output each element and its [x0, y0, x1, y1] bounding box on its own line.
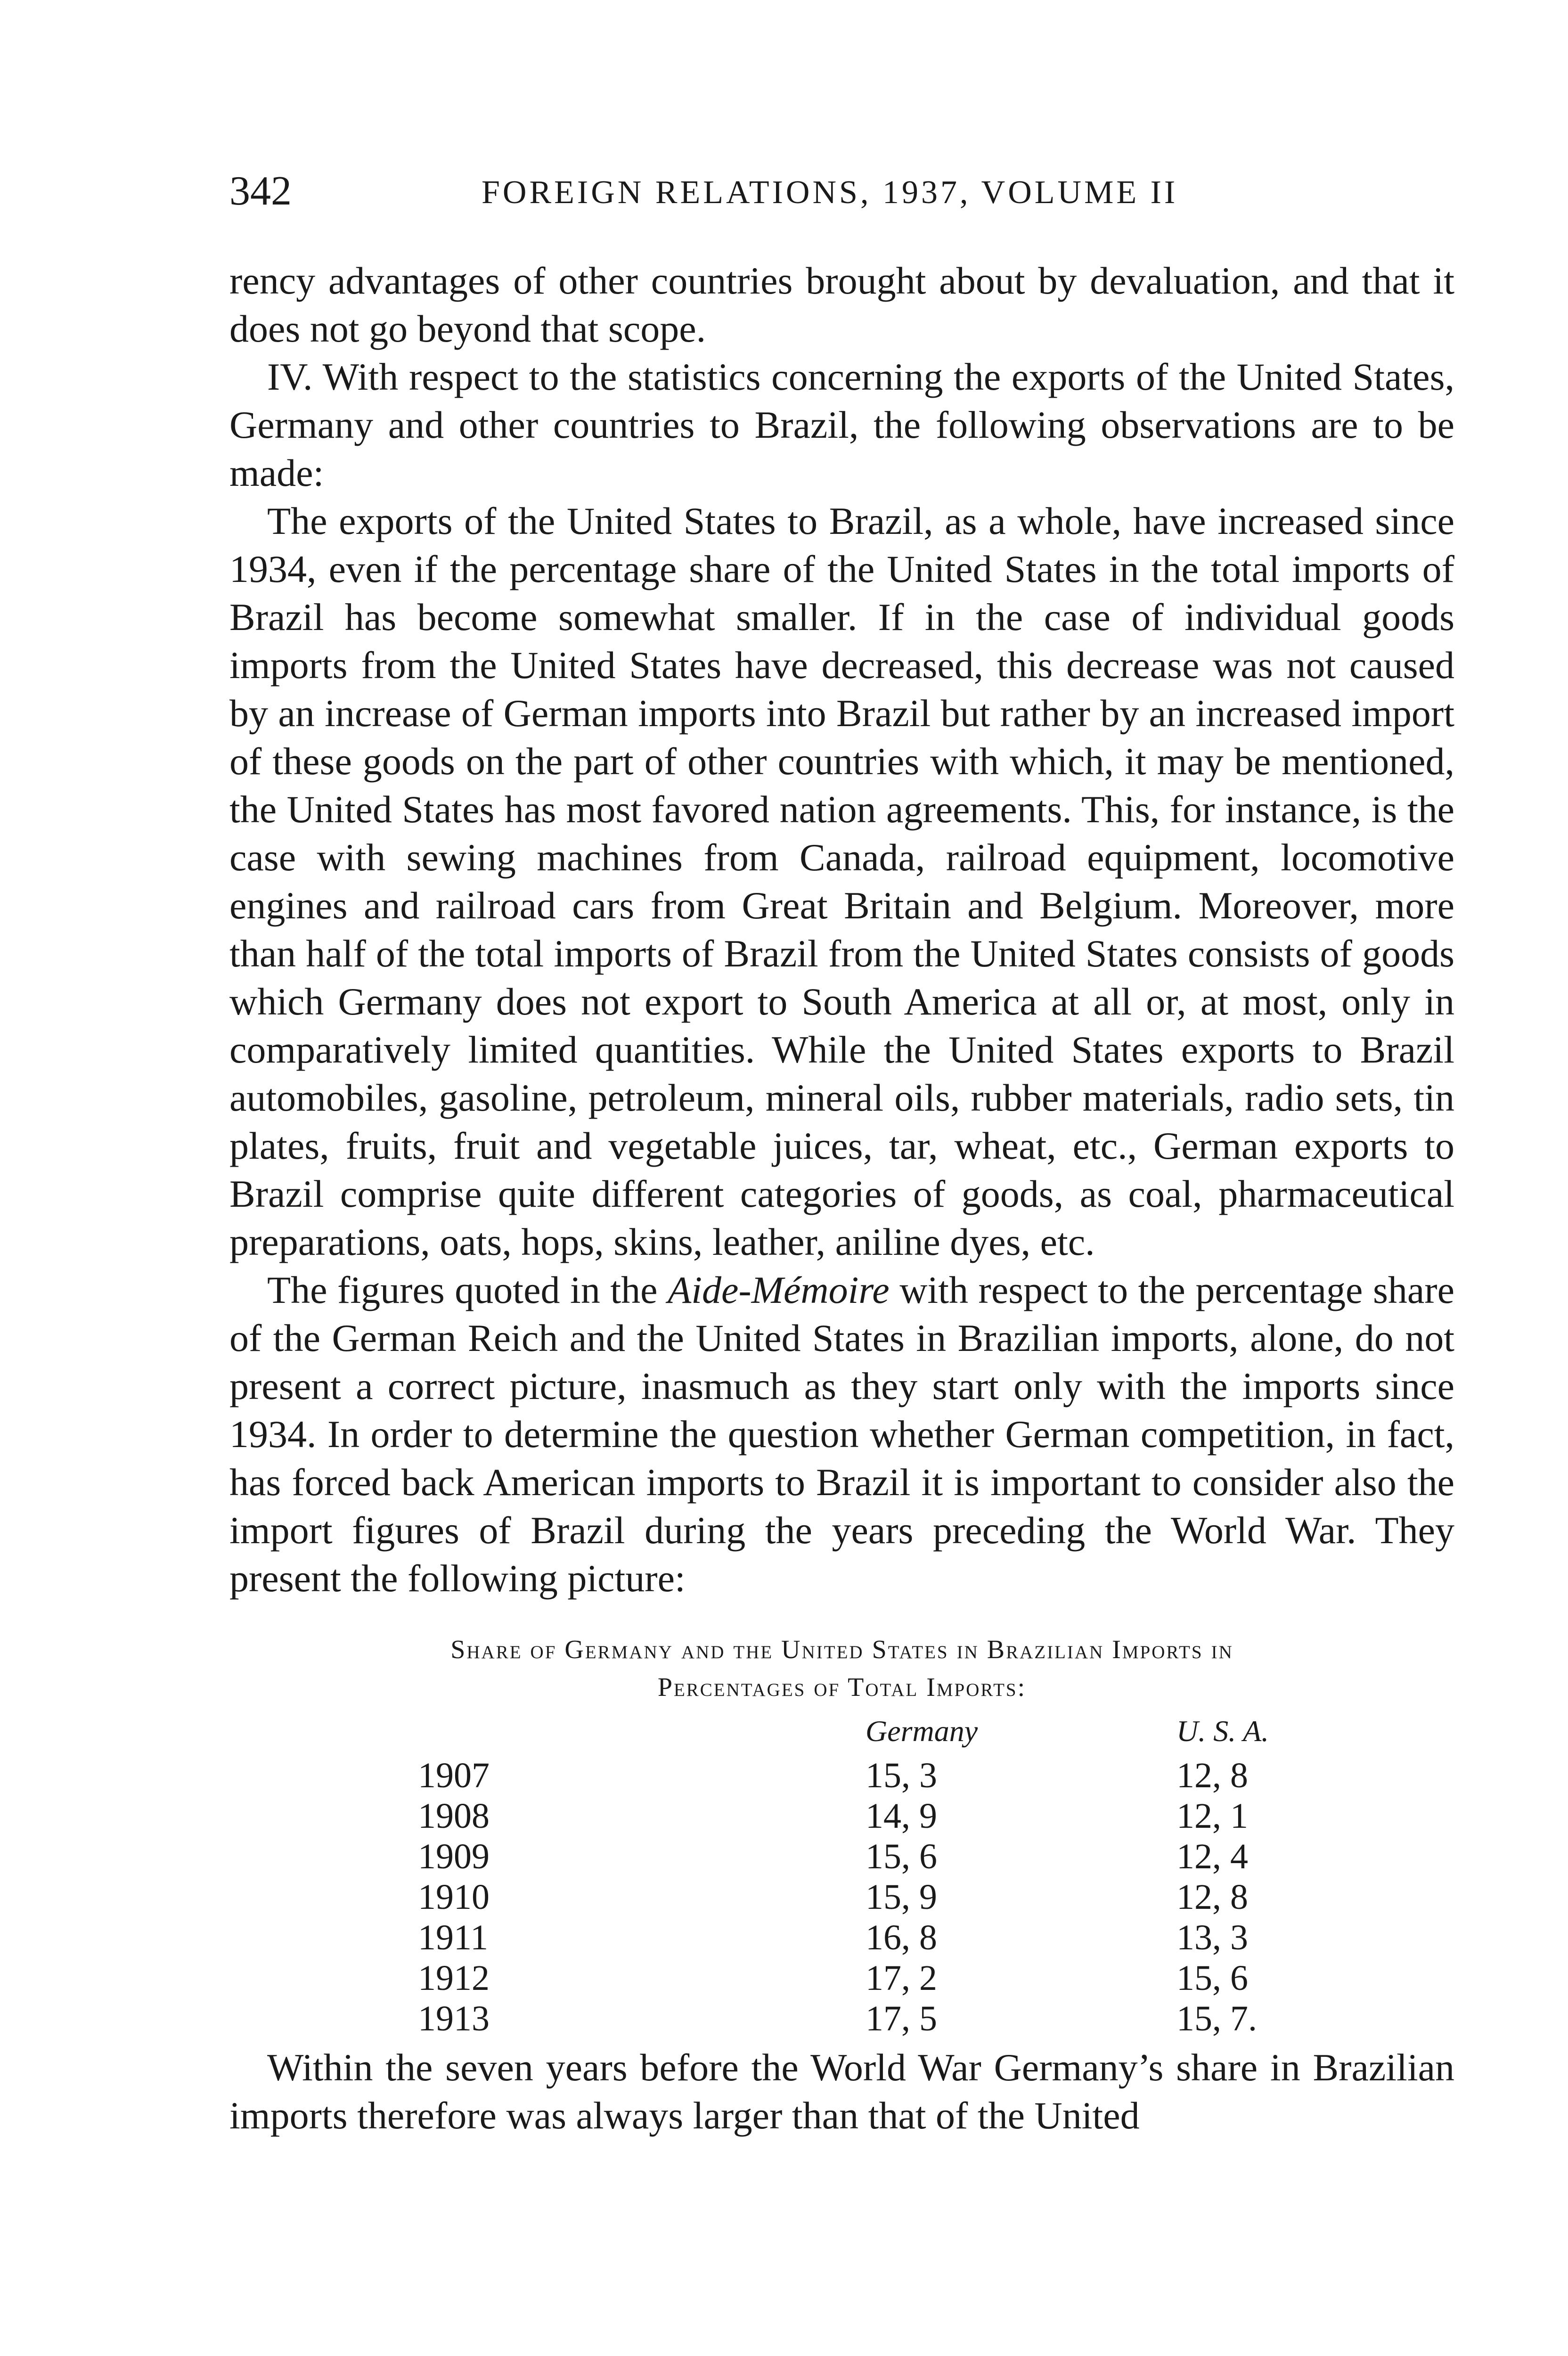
column-header-germany: Germany — [866, 1714, 978, 1748]
running-title: FOREIGN RELATIONS, 1937, VOLUME II — [482, 174, 1178, 211]
paragraph-conclusion: Within the seven years before the World War Germany’s share in Brazilian imports therefore was always larger than that of the United — [229, 2046, 1454, 2137]
table-row — [229, 1755, 1454, 1796]
aide-memoire-title: Aide-Mémoire — [668, 1268, 890, 1311]
page-body — [229, 257, 1454, 2140]
year-cell: 1913 — [418, 1999, 490, 2038]
year-cell: 1909 — [418, 1837, 490, 1876]
table-row — [229, 1796, 1454, 1836]
germany-share-cell: 15, 9 — [866, 1877, 937, 1917]
year-cell: 1911 — [418, 1918, 489, 1957]
column-header-usa: U. S. A. — [1176, 1714, 1269, 1748]
table-row — [229, 1877, 1454, 1917]
table-caption-line-2: Percentages of Total Imports: — [657, 1673, 1027, 1702]
germany-share-cell: 16, 8 — [866, 1918, 937, 1957]
germany-share-cell: 14, 9 — [866, 1796, 937, 1836]
page-header — [229, 167, 1454, 224]
usa-share-cell: 13, 3 — [1176, 1918, 1248, 1957]
table-caption-line-1: Share of Germany and the United States in Brazilian Imports in — [450, 1635, 1233, 1664]
germany-share-cell: 17, 5 — [866, 1999, 937, 2038]
page-number: 342 — [229, 168, 292, 214]
usa-share-cell: 12, 8 — [1176, 1756, 1248, 1795]
year-cell: 1912 — [418, 1958, 490, 1998]
usa-share-cell: 12, 4 — [1176, 1837, 1248, 1876]
import-share-table — [229, 1714, 1454, 2038]
germany-share-cell: 17, 2 — [866, 1958, 937, 1998]
aide-memoire-text-after: with respect to the percentage share of the German Reich and the United States in Brazilian imports, alone, do not present a correct picture, inasmuch as they start only with the imports since 1934. In order to determine the question whether German competition, in fact, has forced back American imports to Brazil it is important to consider also the import figures of Brazil during the years preceding the World War. They present the following picture: — [229, 1268, 1454, 1600]
aide-memoire-text-before: The figures quoted in the — [267, 1268, 668, 1311]
paragraph-exports-analysis: The exports of the United States to Brazil, as a whole, have increased since 1934, even if the percentage share of the United States in the total imports of Brazil has become somewhat smaller. If in the case of individual goods imports from the United States have decreased, this decrease was not caused by an increase of German imports into Brazil but rather by an increased import of these goods on the part of other countries with which, it may be mentioned, the United States has most favored nation agreements. This, for instance, is the case with sewing machines from Canada, railroad equipment, locomotive engines and railroad cars from Great Britain and Belgium. Moreover, more than half of the total imports of Brazil from the United States consists of goods which Germany does not export to South America at all or, at most, only in comparatively limited quantities. While the United States exports to Brazil automobiles, gasoline, petroleum, mineral oils, rubber materials, radio sets, tin plates, fruits, fruit and vegetable juices, tar, wheat, etc., German exports to Brazil comprise quite different categories of goods, as coal, pharmaceutical preparations, oats, hops, skins, leather, aniline dyes, etc. — [229, 499, 1454, 1263]
year-cell: 1907 — [418, 1756, 490, 1795]
table-caption — [229, 1631, 1454, 1706]
table-row — [229, 1958, 1454, 1998]
paragraph-continuation: rency advantages of other countries brought about by devaluation, and that it does not go beyond that scope. — [229, 259, 1454, 350]
table-row — [229, 1836, 1454, 1877]
usa-share-cell: 12, 1 — [1176, 1796, 1248, 1836]
usa-share-cell: 15, 7. — [1176, 1999, 1257, 2038]
germany-share-cell: 15, 6 — [866, 1837, 937, 1876]
usa-share-cell: 15, 6 — [1176, 1958, 1248, 1998]
paragraph-statistics-intro: IV. With respect to the statistics concerning the exports of the United States, Germany and other countries to Brazil, the following observations are to be made: — [229, 355, 1454, 494]
year-cell: 1910 — [418, 1877, 490, 1917]
year-cell: 1908 — [418, 1796, 490, 1836]
usa-share-cell: 12, 8 — [1176, 1877, 1248, 1917]
germany-share-cell: 15, 3 — [866, 1756, 937, 1795]
table-row — [229, 1917, 1454, 1958]
table-row — [229, 1998, 1454, 2039]
paragraph-aide-memoire — [229, 1266, 1454, 1603]
